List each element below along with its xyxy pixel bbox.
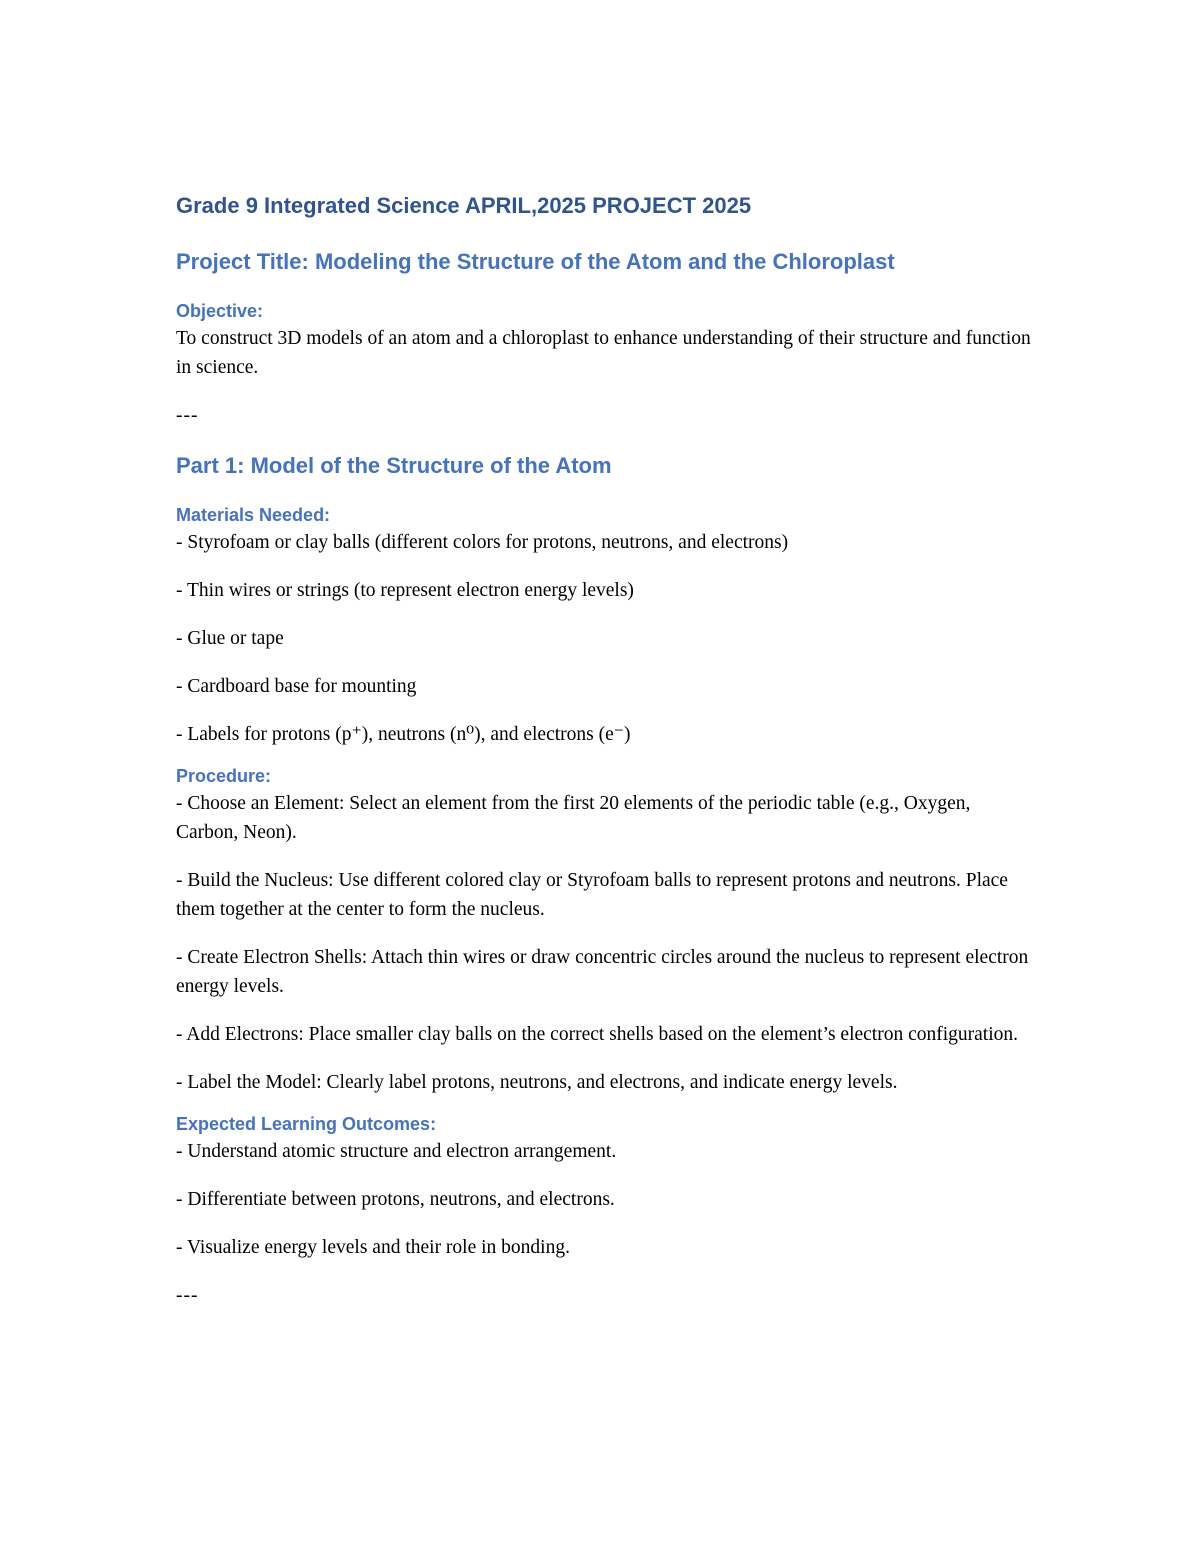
materials-heading: Materials Needed: (176, 505, 331, 525)
outcomes-item: - Visualize energy levels and their role in bonding. (176, 1237, 570, 1258)
outcomes-item: - Differentiate between protons, neutrons, and electrons. (176, 1189, 615, 1210)
document-title: Grade 9 Integrated Science APRIL,2025 PROJECT 2025 (176, 193, 752, 218)
procedure-heading: Procedure: (176, 766, 272, 786)
materials-item: - Cardboard base for mounting (176, 676, 417, 697)
objective-heading: Objective: (176, 301, 264, 321)
materials-item: - Labels for protons (p⁺), neutrons (n⁰), and electrons (e⁻) (176, 724, 631, 745)
document-body (176, 190, 1036, 1330)
materials-item: - Thin wires or strings (to represent electron energy levels) (176, 580, 634, 601)
part1-heading: Part 1: Model of the Structure of the Atom (176, 453, 612, 478)
separator: --- (176, 405, 199, 426)
procedure-item: - Add Electrons: Place smaller clay balls on the correct shells based on the element’s electron configuration. (176, 1024, 1019, 1045)
procedure-item: - Build the Nucleus: Use different colored clay or Styrofoam balls to represent protons and neutrons. Place them together at the center to form the nucleus. (176, 870, 1008, 920)
procedure-item: - Choose an Element: Select an element from the first 20 elements of the periodic table (e.g., Oxygen, Carbon, Neon). (176, 793, 971, 843)
procedure-item: - Label the Model: Clearly label protons, neutrons, and electrons, and indicate energy levels. (176, 1072, 898, 1093)
materials-item: - Styrofoam or clay balls (different colors for protons, neutrons, and electrons) (176, 532, 789, 553)
materials-item: - Glue or tape (176, 628, 284, 649)
procedure-item: - Create Electron Shells: Attach thin wires or draw concentric circles around the nucleus to represent electron energy levels. (176, 947, 1029, 997)
project-title: Project Title: Modeling the Structure of the Atom and the Chloroplast (176, 249, 895, 274)
objective-text: To construct 3D models of an atom and a chloroplast to enhance understanding of their structure and function in science. (176, 328, 1031, 378)
outcomes-item: - Understand atomic structure and electron arrangement. (176, 1141, 617, 1162)
outcomes-heading: Expected Learning Outcomes: (176, 1114, 437, 1134)
separator: --- (176, 1285, 199, 1306)
